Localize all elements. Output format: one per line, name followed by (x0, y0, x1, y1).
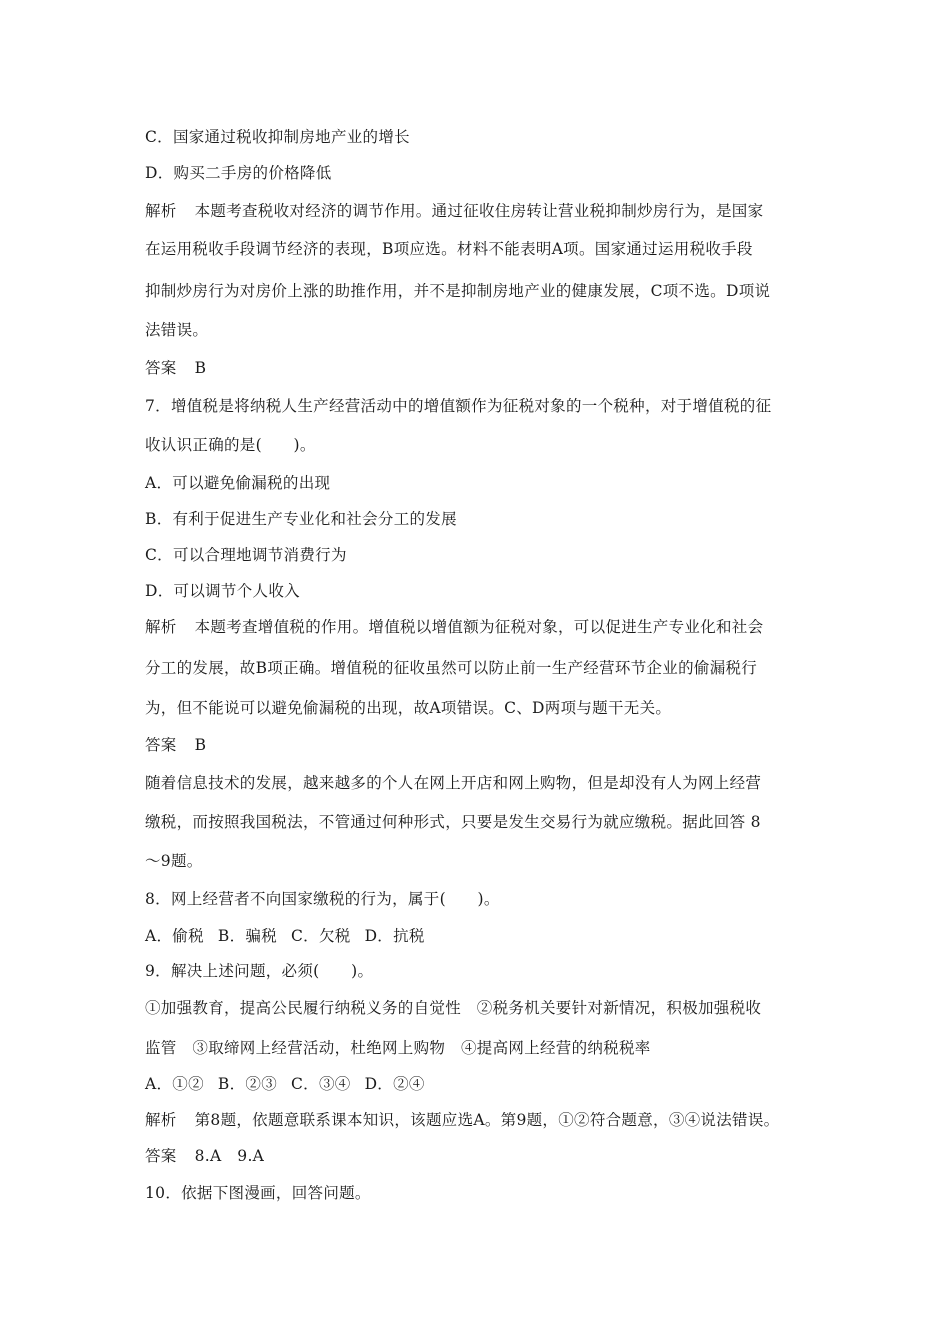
q7-option-a: A．可以避免偷漏税的出现 (145, 474, 331, 492)
answer-label: 答案 (145, 736, 177, 754)
q8-stem: 8．网上经营者不向国家缴税的行为，属于( )。 (145, 890, 500, 908)
q6-answer (145, 358, 206, 378)
q7-stem-line-2: 收认识正确的是( )。 (145, 436, 316, 454)
answer-value: 8.A 9.A (194, 1147, 265, 1165)
analysis-text: 第8题，依题意联系课本知识，该题应选A。第9题，①②符合题意，③④说法错误。 (194, 1111, 780, 1129)
q10-stem: 10．依据下图漫画，回答问题。 (145, 1184, 371, 1202)
material-line-2: 缴税，而按照我国税法，不管通过何种形式，只要是发生交易行为就应缴税。据此回答 8 (145, 813, 761, 831)
answer-label: 答案 (145, 1147, 177, 1165)
q6-analysis-line-4: 法错误。 (145, 321, 209, 339)
analysis-label: 解析 (145, 202, 177, 220)
q9-stem: 9．解决上述问题，必须( )。 (145, 962, 374, 980)
analysis-text: 本题考查增值税的作用。增值税以增值额为征税对象，可以促进生产专业化和社会 (194, 618, 764, 636)
q6-option-c: C．国家通过税收抑制房地产业的增长 (145, 128, 410, 146)
q89-answer (145, 1146, 264, 1166)
q8-option-b: B．骗税 (217, 927, 277, 945)
q7-analysis-line-3: 为，但不能说可以避免偷漏税的出现，故A项错误。C、D两项与题干无关。 (145, 699, 672, 717)
q7-analysis-line-2: 分工的发展，故B项正确。增值税的征收虽然可以防止前一生产经营环节企业的偷漏税行 (145, 659, 758, 677)
q9-option-d: D．②④ (364, 1075, 425, 1093)
q7-option-d: D．可以调节个人收入 (145, 582, 300, 600)
q9-option-c: C．③④ (291, 1075, 351, 1093)
q6-analysis-line-3: 抑制炒房行为对房价上涨的助推作用，并不是抑制房地产业的健康发展，C项不选。D项说 (145, 282, 771, 300)
q6-analysis-line-2: 在运用税收手段调节经济的表现，B项应选。材料不能表明A项。国家通过运用税收手段 (145, 240, 753, 258)
q8-option-a: A．偷税 (145, 927, 204, 945)
q9-items-line-2: 监管 ③取缔网上经营活动，杜绝网上购物 ④提高网上经营的纳税税率 (145, 1039, 651, 1057)
q7-stem-line-1: 7．增值税是将纳税人生产经营活动中的增值额作为征税对象的一个税种，对于增值税的征 (145, 397, 772, 415)
answer-value: B (194, 359, 207, 377)
q7-analysis-line-1 (145, 617, 763, 637)
q9-options (145, 1074, 439, 1094)
q6-analysis-line-1 (145, 201, 763, 221)
material-line-3: ～9题。 (145, 852, 203, 870)
q9-option-b: B．②③ (217, 1075, 277, 1093)
analysis-label: 解析 (145, 618, 177, 636)
q9-items-line-1: ①加强教育，提高公民履行纳税义务的自觉性 ②税务机关要针对新情况，积极加强税收 (145, 999, 762, 1017)
q8-option-d: D．抗税 (364, 927, 425, 945)
q9-option-a: A．①② (145, 1075, 204, 1093)
q7-answer (145, 735, 206, 755)
q7-option-c: C．可以合理地调节消费行为 (145, 546, 347, 564)
analysis-label: 解析 (145, 1111, 177, 1129)
q8-option-c: C．欠税 (291, 927, 351, 945)
q89-analysis (145, 1110, 779, 1130)
analysis-text: 本题考查税收对经济的调节作用。通过征收住房转让营业税抑制炒房行为，是国家 (194, 202, 764, 220)
q7-option-b: B．有利于促进生产专业化和社会分工的发展 (145, 510, 457, 528)
material-line-1: 随着信息技术的发展，越来越多的个人在网上开店和网上购物，但是却没有人为网上经营 (145, 774, 762, 792)
q6-option-d: D．购买二手房的价格降低 (145, 164, 332, 182)
answer-value: B (194, 736, 207, 754)
answer-label: 答案 (145, 359, 177, 377)
q8-options (145, 926, 439, 946)
